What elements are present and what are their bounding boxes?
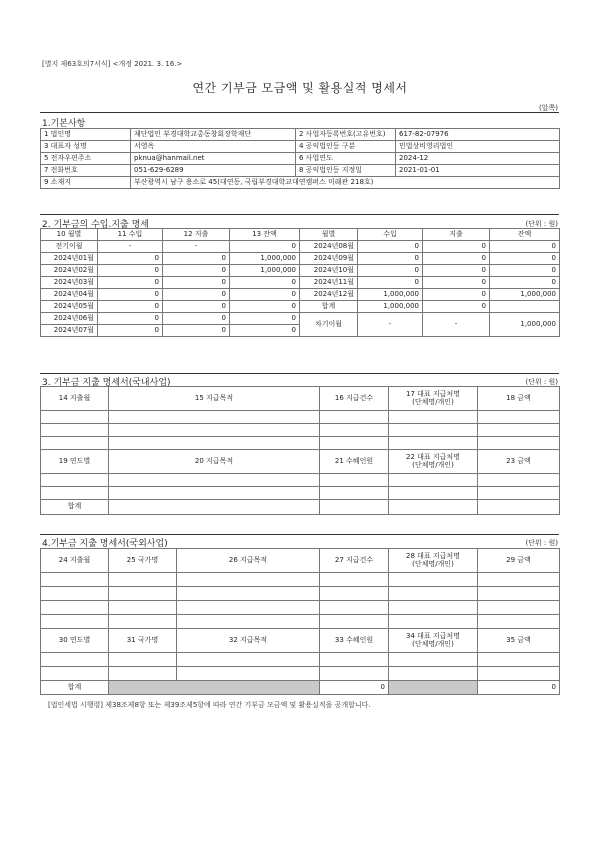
month-cell: 2024년04월 [41,289,98,301]
expense-cell: 0 [423,289,490,301]
expense-cell: 0 [163,313,230,325]
expense-cell: 0 [423,253,490,265]
total-row [41,681,560,695]
total-balance [490,301,560,313]
fiscal-year-label: 6 사업연도 [296,153,396,165]
month-cell: 2024년02월 [41,265,98,277]
balance-cell: 0 [230,289,300,301]
section-3-unit: (단위 : 원) [525,378,558,386]
table-row [41,573,560,587]
table-row [41,587,560,601]
month-cell: 2024년09월 [300,253,358,265]
expense-cell: - [163,241,230,253]
table-header-row [41,229,560,241]
domestic-expense-table [40,386,560,515]
col-payment-count: 16 지급건수 [320,387,389,411]
page-side-mark: (앞쪽) [539,104,558,112]
table-row [41,301,560,313]
basic-info-table [40,128,560,189]
col-beneficiaries: 33 수혜인원 [320,629,389,653]
balance-cell: 0 [230,277,300,289]
ceo-value: 서영옥 [131,141,296,153]
month-cell: 2024년08월 [300,241,358,253]
income-cell: 0 [358,265,423,277]
address-label: 9 소재지 [41,177,131,189]
email-label: 5 전자우편주소 [41,153,131,165]
table-header-row [41,629,560,653]
basic-info-row [41,141,560,153]
section-2-top-rule [40,214,559,215]
col-amount: 35 금액 [478,629,560,653]
basic-info-row [41,153,560,165]
col-balance-2: 잔액 [490,229,560,241]
corp-name-value: 재단법인 부경대학교총동창회장학재단 [131,129,296,141]
basic-info-row [41,177,560,189]
col-purpose: 15 지급목적 [109,387,320,411]
table-row [41,313,560,325]
balance-cell: 0 [490,265,560,277]
table-header-row [41,450,560,474]
month-cell: 2024년10월 [300,265,358,277]
month-cell: 2024년06월 [41,313,98,325]
col-recipient: 28 대표 지급처명 (단체명/개인) [389,549,478,573]
table-row [41,411,560,424]
month-cell: 2024년03월 [41,277,98,289]
table-row [41,289,560,301]
table-header-row [41,549,560,573]
income-cell: 0 [98,301,163,313]
form-id: [별지 제63호의7서식] <개정 2021. 3. 16.> [42,60,183,68]
table-row [41,437,560,450]
total-income: 1,000,000 [358,301,423,313]
corp-type-value: 민법상비영리법인 [396,141,560,153]
col-balance: 13 잔액 [230,229,300,241]
expense-cell: 0 [163,265,230,277]
phone-label: 7 전화번호 [41,165,131,177]
income-cell: 0 [98,253,163,265]
expense-cell: 0 [423,241,490,253]
col-recipient: 34 대표 지급처명 (단체명/개인) [389,629,478,653]
balance-cell: 0 [230,325,300,337]
table-row [41,653,560,667]
total-expense: 0 [423,301,490,313]
col-income-2: 수입 [358,229,423,241]
col-month-2: 월별 [300,229,358,241]
table-header-row [41,387,560,411]
balance-cell: 0 [490,277,560,289]
expense-cell: 0 [163,289,230,301]
col-purpose: 26 지급목적 [177,549,320,573]
basic-info-row [41,165,560,177]
expense-cell: 0 [163,325,230,337]
table-row [41,667,560,681]
col-amount: 29 금액 [478,549,560,573]
total-label: 합계 [41,681,109,695]
ceo-label: 3 대표자 성명 [41,141,131,153]
carry-forward-label: 차기이월 [300,313,358,337]
section-3-top-rule [40,373,559,374]
income-cell: 0 [358,241,423,253]
carry-forward-income: - [358,313,423,337]
table-row [41,487,560,500]
balance-cell: 1,000,000 [230,253,300,265]
col-recipient: 22 대표 지급처명 (단체명/개인) [389,450,478,474]
designation-date-label: 8 공익법인등 지정일 [296,165,396,177]
balance-cell: 0 [230,241,300,253]
col-country: 31 국가명 [109,629,177,653]
expense-cell: 0 [423,277,490,289]
table-row [41,241,560,253]
total-label: 합계 [300,301,358,313]
section-1-title: 1.기본사항 [42,119,86,129]
income-cell: 0 [358,253,423,265]
income-cell: 0 [358,277,423,289]
section-4-top-rule [40,534,559,535]
col-expense-month: 24 지출월 [41,549,109,573]
table-row [41,253,560,265]
balance-cell: 1,000,000 [490,289,560,301]
col-recipient: 17 대표 지급처명 (단체명/개인) [389,387,478,411]
corp-name-label: 1 법인명 [41,129,131,141]
table-row [41,424,560,437]
col-purpose: 32 지급목적 [177,629,320,653]
section-3-title: 3. 기부금 지출 명세서(국내사업) [42,378,171,388]
income-cell: 0 [98,325,163,337]
table-row [41,474,560,487]
col-country: 25 국가명 [109,549,177,573]
col-expense-month: 14 지출월 [41,387,109,411]
designation-date-value: 2021-01-01 [396,165,560,177]
corp-type-label: 4 공익법인등 구분 [296,141,396,153]
page-title: 연간 기부금 모금액 및 활용실적 명세서 [192,81,408,95]
total-row [41,500,560,515]
carry-forward-balance: 1,000,000 [490,313,560,337]
balance-cell: 0 [490,241,560,253]
total-label: 합계 [41,500,109,515]
col-purpose: 20 지급목적 [109,450,320,474]
month-cell: 전기이월 [41,241,98,253]
total-count: 0 [320,681,389,695]
col-expense: 12 지출 [163,229,230,241]
col-payment-count: 27 지급건수 [320,549,389,573]
balance-cell: 1,000,000 [230,265,300,277]
section-1-top-rule [40,112,559,113]
section-2-title: 2. 기부금의 수입.지출 명세 [42,220,149,230]
email-value: pknua@hanmail.net [131,153,296,165]
col-expense-2: 지출 [423,229,490,241]
section-4-title: 4.기부금 지출 명세서(국외사업) [42,539,168,549]
income-cell: - [98,241,163,253]
phone-value: 051-629-6289 [131,165,296,177]
col-year: 19 연도별 [41,450,109,474]
balance-cell: 0 [230,301,300,313]
col-year: 30 연도별 [41,629,109,653]
month-cell: 2024년07월 [41,325,98,337]
income-cell: 0 [98,289,163,301]
income-cell: 0 [98,277,163,289]
basic-info-row [41,129,560,141]
section-4-unit: (단위 : 원) [525,539,558,547]
total-shaded-cell [109,681,320,695]
col-amount: 18 금액 [478,387,560,411]
month-cell: 2024년05월 [41,301,98,313]
table-row [41,601,560,615]
month-cell: 2024년01월 [41,253,98,265]
income-expense-table [40,228,560,337]
biz-number-value: 617-82-07976 [396,129,560,141]
legal-footnote: [법인세법 시행령] 제38조제8항 또는 제39조제5항에 따라 연간 기부금 모금액 및 활용실적을 공개합니다. [48,701,371,709]
balance-cell: 0 [230,313,300,325]
biz-number-label: 2 사업자등록번호(고유번호) [296,129,396,141]
total-amount: 0 [478,681,560,695]
fiscal-year-value: 2024-12 [396,153,560,165]
table-row [41,615,560,629]
month-cell: 2024년11월 [300,277,358,289]
table-row [41,277,560,289]
expense-cell: 0 [163,277,230,289]
income-cell: 0 [98,265,163,277]
income-cell: 0 [98,313,163,325]
col-amount: 23 금액 [478,450,560,474]
expense-cell: 0 [423,265,490,277]
expense-cell: 0 [163,253,230,265]
table-row [41,265,560,277]
section-2-unit: (단위 : 원) [525,220,558,228]
overseas-expense-table [40,548,560,695]
carry-forward-expense: - [423,313,490,337]
address-value: 부산광역시 남구 용소로 45(대연동, 국립부경대학교대연캠퍼스 미래관 218호) [131,177,560,189]
month-cell: 2024년12월 [300,289,358,301]
expense-cell: 0 [163,301,230,313]
col-beneficiaries: 21 수혜인원 [320,450,389,474]
total-shaded-cell [389,681,478,695]
income-cell: 1,000,000 [358,289,423,301]
balance-cell: 0 [490,253,560,265]
col-month: 10 월별 [41,229,98,241]
col-income: 11 수입 [98,229,163,241]
